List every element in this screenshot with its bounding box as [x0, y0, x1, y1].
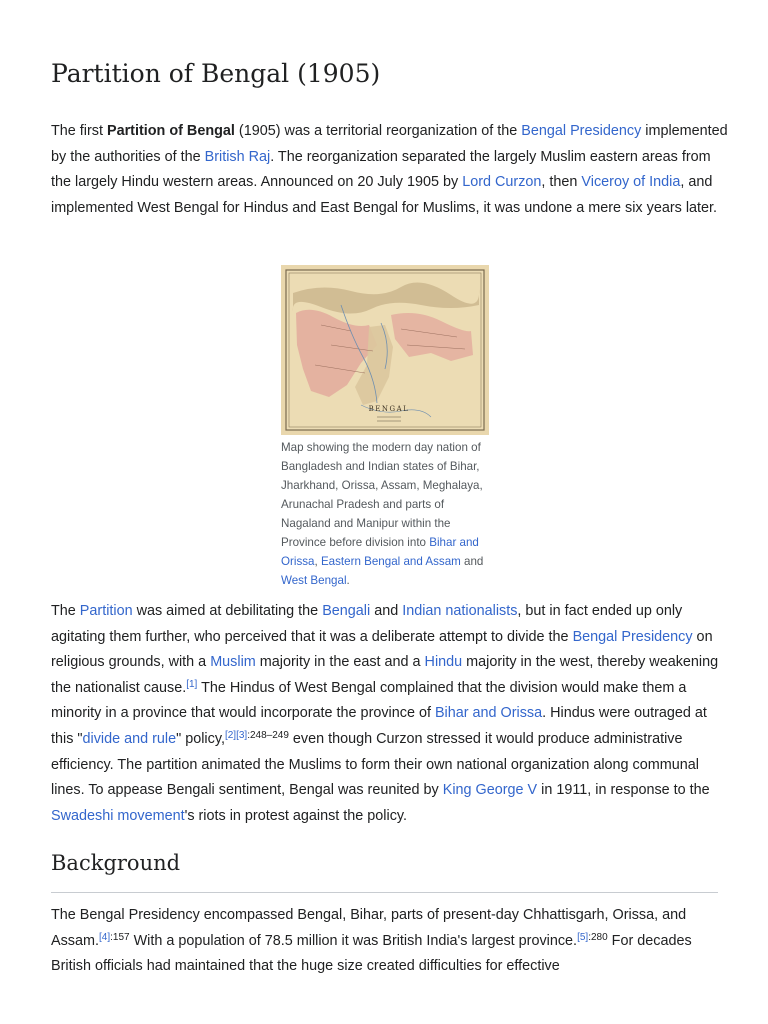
bengal-map-image[interactable] — [281, 265, 489, 435]
text: The Hindus of West Bengal complained that the division would make them a minority in a province that would incorporate the province of — [51, 679, 687, 722]
map-title-text: BENGAL — [368, 405, 410, 413]
text: majority in the east and a — [255, 654, 425, 671]
figure-caption — [281, 438, 489, 590]
link-bengal-presidency-2[interactable]: Bengal Presidency — [572, 628, 693, 645]
link-british-raj[interactable]: British Raj — [204, 148, 271, 165]
caption-and: and — [460, 555, 484, 568]
link-bihar-and-orissa-2[interactable]: Bihar and Orissa — [434, 705, 543, 722]
text: With a population of 78.5 million it was British India's largest province. — [129, 932, 578, 949]
text: on religious grounds, with a — [51, 628, 713, 671]
text: The — [51, 603, 80, 619]
link-bengali[interactable]: Bengali — [322, 603, 371, 619]
text: even though Curzon stressed it would produce administrative efficiency. The partition animated the Muslims to form their own national organization along communal lines. To appease Bengali sentiment, Bengal was reunited by — [51, 730, 699, 799]
link-partition[interactable]: Partition — [79, 603, 133, 619]
text: 's riots in protest against the policy. — [184, 807, 408, 824]
map-figure — [281, 265, 489, 590]
ref-5-pages: :280 — [588, 931, 608, 943]
link-muslim[interactable]: Muslim — [210, 654, 256, 671]
ref-4-pages: :157 — [110, 931, 130, 943]
caption-period: . — [346, 574, 350, 587]
background-paragraph — [51, 903, 731, 980]
link-swadeshi-movement[interactable]: Swadeshi movement — [51, 807, 185, 824]
intro-paragraph — [51, 119, 731, 221]
section-divider — [51, 892, 718, 893]
text: implemented by the authorities of the — [51, 123, 728, 165]
text: (1905) was a territorial reorganization of the — [234, 123, 522, 139]
text: , but in fact ended up only agitating them further, who perceived that it was a deliberate attempt to divide the — [51, 603, 683, 645]
link-divide-and-rule[interactable]: divide and rule — [82, 730, 177, 747]
link-bihar-and-orissa[interactable]: Bihar and Orissa — [281, 536, 479, 568]
text: The first — [51, 123, 107, 139]
partition-paragraph — [51, 599, 731, 829]
ref-3[interactable]: [3] — [236, 729, 248, 741]
text: in 1911, in response to the — [537, 782, 710, 799]
text: , and implemented West Bengal for Hindus and East Bengal for Muslims, it was undone a mere six years later. — [51, 174, 718, 216]
text: . Hindus were outraged at this " — [51, 705, 707, 747]
link-king-george-v[interactable]: King George V — [442, 782, 538, 799]
link-eastern-bengal-and-assam[interactable]: Eastern Bengal and Assam — [320, 555, 461, 568]
section-heading-background: Background — [51, 851, 181, 875]
bold-term: Partition of Bengal — [106, 123, 235, 139]
link-west-bengal[interactable]: West Bengal — [281, 574, 347, 587]
text: majority in the west, thereby weakening the nationalist cause. — [51, 654, 719, 696]
caption-sep: , — [314, 555, 321, 568]
link-hindu[interactable]: Hindu — [424, 654, 463, 671]
link-indian-nationalists[interactable]: Indian nationalists — [402, 603, 518, 619]
text: . The reorganization separated the largely Muslim eastern areas from the largely Hindu western areas. Announced on 20 July 1905 by — [51, 148, 711, 191]
page-title: Partition of Bengal (1905) — [51, 59, 381, 88]
link-viceroy-of-india[interactable]: Viceroy of India — [581, 174, 681, 191]
text: The Bengal Presidency encompassed Bengal, Bihar, parts of present-day Chhattisgarh, Orissa, and Assam. — [51, 907, 687, 949]
text: " policy, — [176, 730, 225, 747]
link-bengal-presidency[interactable]: Bengal Presidency — [521, 123, 642, 139]
ref-2[interactable]: [2] — [224, 729, 237, 741]
text: was aimed at debilitating the — [132, 603, 323, 619]
link-lord-curzon[interactable]: Lord Curzon — [462, 174, 542, 191]
ref-3-pages: :248–249 — [247, 729, 289, 741]
ref-1[interactable]: [1] — [186, 678, 198, 690]
ref-5[interactable]: [5] — [577, 931, 589, 943]
text: For decades British officials had maintained that the huge size created difficulties for effective — [51, 932, 692, 975]
ref-4[interactable]: [4] — [98, 931, 111, 943]
text: and — [370, 603, 403, 619]
caption-text: Map showing the modern day nation of Bangladesh and Indian states of Bihar, Jharkhand, Orissa, Assam, Meghalaya, Arunachal Pradesh and parts of Nagaland and Manipur within the Province before division into — [281, 441, 483, 549]
text: , then — [541, 174, 582, 191]
